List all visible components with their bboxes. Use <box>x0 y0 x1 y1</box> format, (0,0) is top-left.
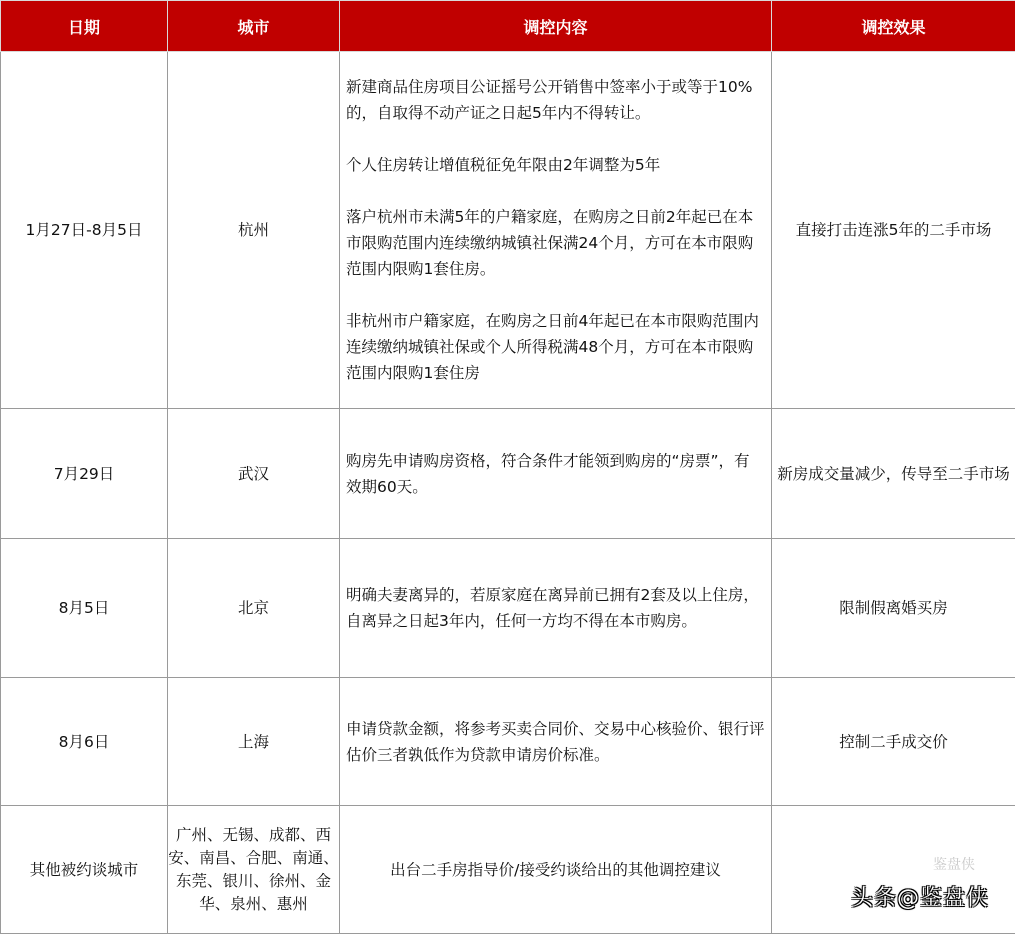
header-date: 日期 <box>1 1 168 52</box>
cell-city: 广州、无锡、成都、西安、南昌、合肥、南通、东莞、银川、徐州、金华、泉州、惠州 <box>168 806 340 934</box>
header-effect: 调控效果 <box>772 1 1015 52</box>
content-paragraph: 出台二手房指导价/接受约谈给出的其他调控建议 <box>390 860 721 879</box>
cell-effect: 限制假离婚买房 <box>772 539 1015 678</box>
content-paragraph: 购房先申请购房资格，符合条件才能领到购房的“房票”，有效期60天。 <box>346 451 750 496</box>
cell-effect: 直接打击连涨5年的二手市场 <box>772 52 1015 409</box>
watermark: 头条@鉴盘侠 <box>850 886 989 911</box>
content-paragraph: 明确夫妻离异的，若原家庭在离异前已拥有2套及以上住房，自离异之日起3年内，任何一方均不得在本市购房。 <box>346 586 759 630</box>
cell-date: 其他被约谈城市 <box>1 806 168 934</box>
header-row <box>1 1 1015 52</box>
cell-content <box>340 806 772 934</box>
cell-date: 8月5日 <box>1 539 168 678</box>
cell-city: 杭州 <box>168 52 340 409</box>
cell-content <box>340 539 772 678</box>
cell-city: 武汉 <box>168 409 340 539</box>
cell-effect <box>772 806 1015 934</box>
cell-effect: 新房成交量减少，传导至二手市场 <box>772 409 1015 539</box>
cell-effect: 控制二手成交价 <box>772 678 1015 806</box>
cell-content <box>340 52 772 409</box>
table-row <box>1 52 1015 409</box>
header-content: 调控内容 <box>340 1 772 52</box>
cell-date: 1月27日-8月5日 <box>1 52 168 409</box>
content-paragraph: 落户杭州市未满5年的户籍家庭，在购房之日前2年起已在本市限购范围内连续缴纳城镇社保满24个月，方可在本市限购范围内限购1套住房。 <box>346 208 754 278</box>
content-paragraph: 新建商品住房项目公证摇号公开销售中签率小于或等于10%的，自取得不动产证之日起5年内不得转让。 <box>346 78 753 122</box>
content-paragraph: 申请贷款金额，将参考买卖合同价、交易中心核验价、银行评估价三者孰低作为贷款申请房价标准。 <box>346 719 765 764</box>
cell-content <box>340 678 772 806</box>
table-row <box>1 539 1015 678</box>
cell-city: 上海 <box>168 678 340 806</box>
table-row <box>1 678 1015 806</box>
header-city: 城市 <box>168 1 340 52</box>
table-row <box>1 409 1015 539</box>
table-row <box>1 806 1015 934</box>
cell-city: 北京 <box>168 539 340 678</box>
cell-content <box>340 409 772 539</box>
content-paragraph: 个人住房转让增值税征免年限由2年调整为5年 <box>346 156 661 174</box>
faint-watermark: 鉴盘侠 <box>933 857 975 873</box>
cell-date: 7月29日 <box>1 409 168 539</box>
content-paragraph: 非杭州市户籍家庭，在购房之日前4年起已在本市限购范围内连续缴纳城镇社保或个人所得税满48个月，方可在本市限购范围内限购1套住房 <box>346 312 759 382</box>
cell-date: 8月6日 <box>1 678 168 806</box>
